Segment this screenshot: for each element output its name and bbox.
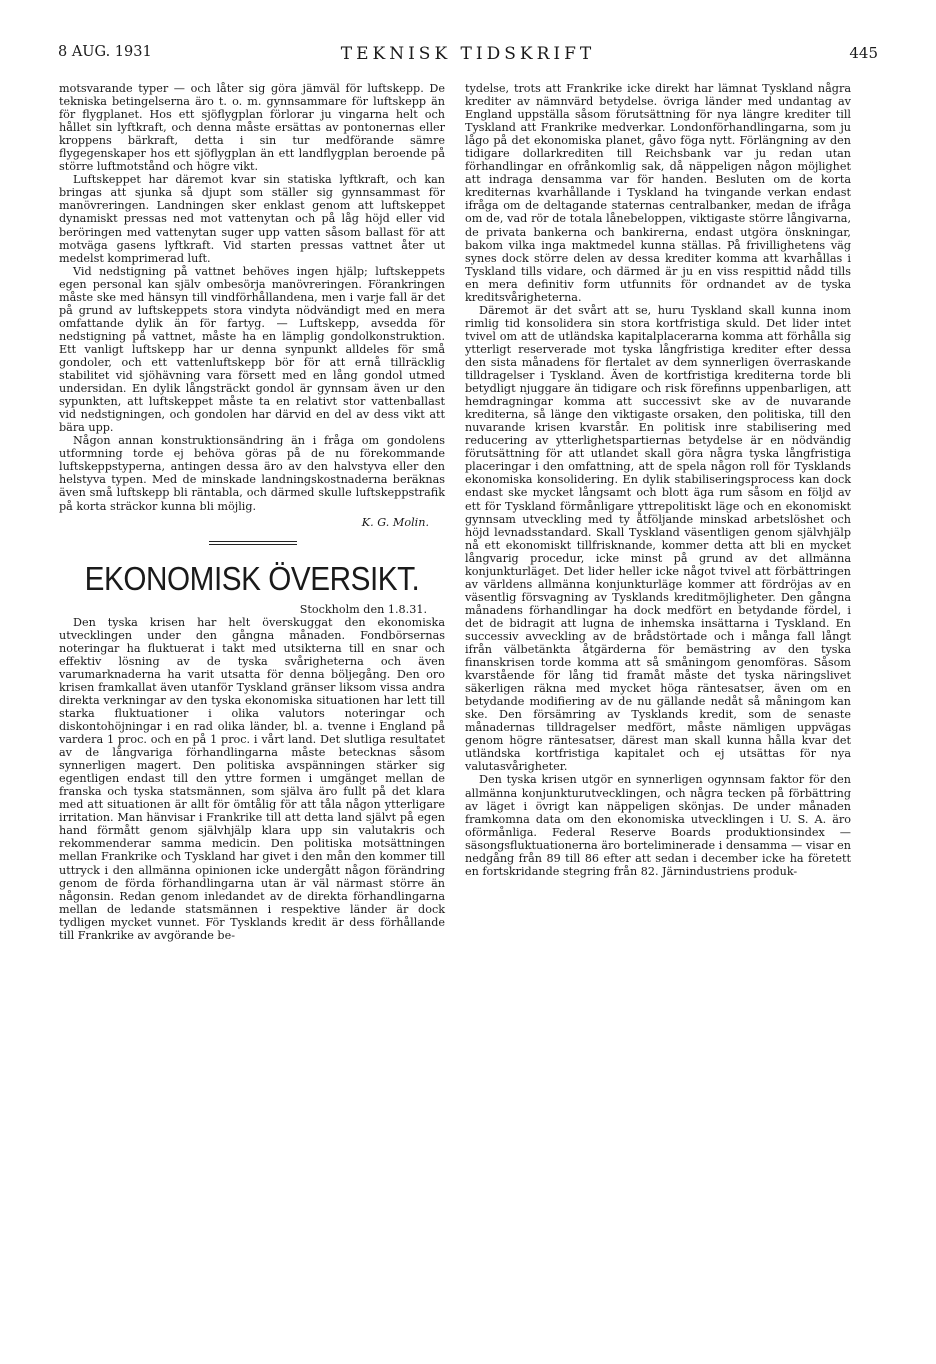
airship-paragraph-3: Vid nedstigning på vattnet behöves ingen hjälp; luftskeppets egen personal kan själv ombesörja manövreringen. Förankringen måste ske med hänsyn till vindförhållandena, men i varje fall är det på grund av luftskeppets stora vindyta nödvändigt med en mera omfattande dylik än för fartyg. — Luftskepp, avsedda för nedstigning på vattnet, måste ha en lämplig gondolkonstruktion. Ett vanligt luftskepp har ur denna synpunkt alldeles för små gondoler, och ett vattenluftskepp bör för att ernå tillräcklig stabilitet vid sjöhävning vara försett med en lång gondol utmed undersidan. En dylik långsträckt gondol är gynnsam även ur den sypunkten, att luftskeppet måste ta en relativt stor vattenballast vid nedstigningen, och gondolen har därvid en del av dess vikt att bära upp. [59,264,445,435]
airship-paragraph-1: motsvarande typer — och låter sig göra jämväl för luftskepp. De tekniska betingelserna äro t. o. m. gynnsammare för luftskepp än för flygplanet. Hos ett sjöflygplan förlorar ju vingarna helt och hållet sin lyftkraft, och denna måste ersättas av pontonernas eller kroppens bärkraft, detta i sin tur medförande sämre flygegenskaper hos ett sjöflygplan än ett landflygplan beroende på större luftmotstånd och högre vikt. [59,82,445,174]
divider-line-lower [209,544,297,545]
running-header [58,44,878,68]
economic-paragraph-1: Den tyska krisen har helt överskuggat den ekonomiska utvecklingen under den gångna månaden. Fondbörsernas noteringar ha fluktuerat i takt med utsikterna till en snar och effektiv lösning av de tyska svårigheterna och även varumarknaderna ha varit utsatta för denna böljegång. Den oro krisen framkallat även utanför Tyskland gränser liksom vissa andra direkta verkningar av den tyska ekonomiska situationen har lett till starka fluktuationer i olika valutors noteringar och diskontohöjningar i en rad olika länder, bl. a. tvenne i England på vardera 1 proc. och en på 1 proc. i vårt land. Det slutliga resultatet av de långvariga förhandlingarna måste betecknas såsom synnerligen magert. Den politiska avspänningen stärker sig egentligen endast till den yttre formen i umgänget mellan de franska och tyska statsmännen, som själva äro fullt på det klara med att situationen är allt för ömtålig för att tåla någon ytterligare irritation. Man hänvisar i Frankrike till att detta land självt på egen hand förmått genom självhjälp klara upp sin valutakris och rekommenderar samma medicin. Den politiska motsättningen mellan Frankrike och Tyskland har givet i den mån den kommer till uttryck i den allmänna opinionen icke undergått någon förändring genom de förda förhandlingarna utan är väl närmast större än någonsin. Redan genom inledandet av de direkta förhandlingarna mellan de ledande statsmännen i respektive länder är dock tydligen mycket vunnet. För Tysklands kredit är dess förhållande till Frankrike av avgörande be- [59,615,445,942]
divider-line-upper [209,541,297,542]
issue-date: 8 AUG. 1931 [58,44,152,60]
author-signature: K. G. Molin. [361,515,429,529]
left-column [59,82,445,942]
journal-title: TEKNISK TIDSKRIFT [340,44,596,64]
dateline: Stockholm den 1.8.31. [299,602,427,616]
right-paragraph-3: Den tyska krisen utgör en synnerligen ogynnsam faktor för den allmänna konjunkturutvecklingen, och några tecken på förbättring av läget i övrigt kan näppeligen skönjas. De under månaden framkomna data om den ekonomiska utvecklingen i U. S. A. äro oförmånliga. Federal Reserve Boards produktionsindex — säsongsfluktuationerna äro borteliminerade i densamma — visar en nedgång från 89 till 86 efter att sedan i december icke ha företett en fortskridande stegring från 82. Järnindustriens produk- [465,773,851,878]
right-column [465,82,851,878]
airship-paragraph-2: Luftskeppet har däremot kvar sin statiska lyftkraft, och kan bringas att sjunka så djupt som ställer sig gynnsammast för manövreringen. Landningen sker enklast genom att luftskeppet dynamiskt pressas ned mot vattenytan och på låg höjd eller vid beröringen med vattenytan suger upp vatten såsom ballast för att motväga gasens lyftkraft. Vid starten pressas vattnet åter ut medelst komprimerad luft. [59,173,445,265]
airship-paragraph-4: Någon annan konstruktionsändring än i fråga om gondolens utformning torde ej behöva göras på de nu förekommande luftskeppstyperna, antingen dessa äro av den halvstyva eller den helstyva typen. Med de minskade landningskostnaderna beräknas även små luftskepp bli räntabla, och därmed skulle luftskeppstrafik på korta sträckor kunna bli möjlig. [59,434,445,513]
right-paragraph-2: Däremot är det svårt att se, huru Tyskland skall kunna inom rimlig tid konsolidera sin stora kortfristiga skuld. Det lider intet tvivel om att de utländska kapitalplacerarna komma att förhålla sig ytterligt reserverade mot tyska långfristiga krediter efter dessa den sista månadens för flertalet av dem synnerligen överraskande tilldragelser i Tyskland. Även de kortfristiga krediterna torde bli betydligt njuggare än tidigare och risk förefinns uppenbarligen, att hemdragningar komma att successivt ske av de nuvarande krediterna, så länge den viktigaste orsaken, den politiska, till den nuvarande krisen kvarstår. En politisk inre stabilisering med reducering av ytterlighetspartiernas betydelse är en nödvändig förutsättning för att utlandet skall göra några tyska långfristiga placeringar i den omfattning, att de spela någon roll för Tysklands ekonomiska konsolidering. En dylik stabiliseringsprocess kan dock endast ske mycket långsamt och blott äga rum såsom en följd av ett för Tyskland förmånligare yttrepolitiskt läge och en ekonomiskt gynnsam utveckling med ty åtföljande minskad arbetslöshet och höjd levnadsstandard. Skall Tyskland väsentligen genom självhjälp nå ett ekonomiskt tillfrisknande, kommer detta att bli en mycket långvarig procedur, icke minst på grund av det allmänna konjunkturläget. Det lider heller icke något tvivel att förbättringen av världens allmänna konjunkturläge kommer att fördröjas av en väsentlig försvagning av Tysklands kreditmöjligheter. Den gångna månadens förhandlingar ha dock medfört en betydande fördel, i det de bidragit att lugna de inhemska insättarna i Tyskland. En successiv avveckling av de brådstörtade och i många fall långt ifrån välbetänkta åtgärderna för bemästring av den tyska finanskrisen torde komma att så småningom genomföras. Såsom kvarstående för lång tid framåt måste det tyska näringslivet säkerligen räkna med mycket höga räntesatser, även om en betydande modifiering av de nu gällande nedåt så måningom kan ske. Den försämring av Tysklands kredit, som de senaste månadernas tilldragelser medfört, måste nämligen uppvägas genom högre räntesatser, därest man skall kunna hålla kvar det utländska kortfristiga kapitalet och ej utsättas för nya valutasvårigheter. [465,303,851,774]
section-divider [59,529,445,551]
page-number: 445 [849,44,878,62]
right-paragraph-1: tydelse, trots att Frankrike icke direkt har lämnat Tyskland några krediter av nämnvärd betydelse. övriga länder med undantag av England uppställa såsom förutsättning för nya längre krediter till Tyskland att Frankrike medverkar. Londonförhandlingarna, som ju lågo på det ekonomiska planet, gåvo föga nytt. Förlängning av den tidigare dollarkrediten till Reichsbank var ju redan utan förhandlingar en ofrånkomlig sak, då näppeligen någon möjlighet att indraga densamma var för handen. Besluten om de korta krediternas kvarhållande i Tyskland ha tvingande verkan endast ifråga om de deltagande staternas centralbanker, medan de ifråga om de, vad rör de totala lånebeloppen, viktigaste större långivarna, de privata bankerna och bankirerna, endast utgöra önskningar, bakom vilka inga maktmedel kunna ställas. På frivillighetens väg synes dock större delen av dessa krediter komma att kvarhållas i Tyskland tills vidare, och därmed är ju en viss respittid nådd tills en mera definitiv form utfunnits för ordnandet av de tyska kreditsvårigheterna. [465,82,851,304]
section-title: EKONOMISK ÖVERSIKT. [84,559,420,597]
